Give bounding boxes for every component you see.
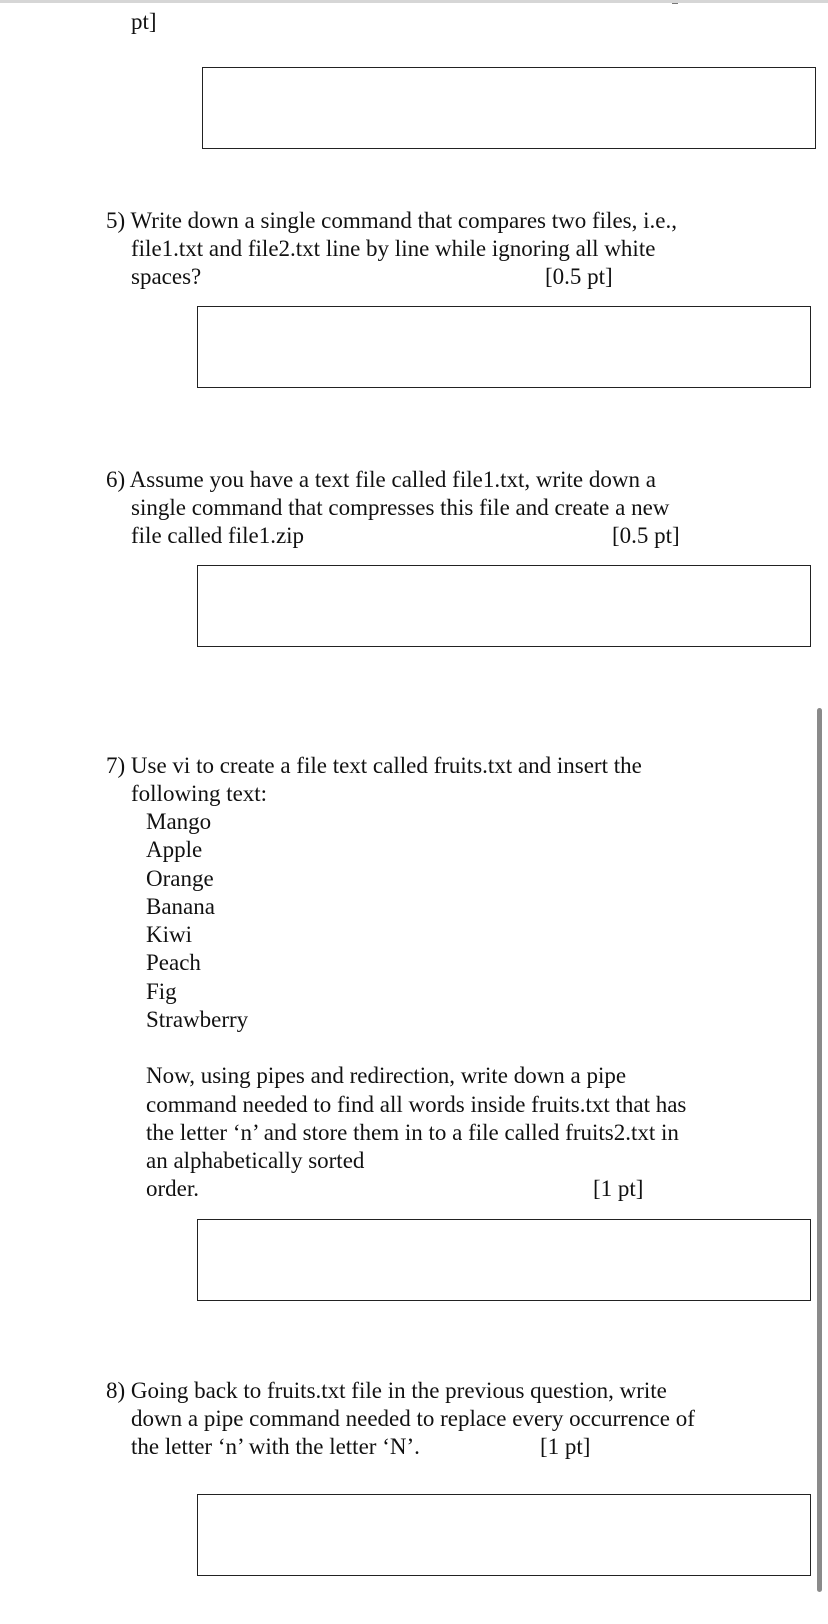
- q6-points: [0.5 pt]: [612, 523, 680, 548]
- q7-para-line-5: order.: [146, 1176, 200, 1201]
- q5-points: [0.5 pt]: [545, 264, 613, 289]
- top-tick-mark: [672, 3, 678, 4]
- q7-line-1: 7) Use vi to create a file text called fruits.txt and insert the: [106, 753, 642, 778]
- q8-line-1: 8) Going back to fruits.txt file in the previous question, write: [106, 1378, 667, 1403]
- q8-points: [1 pt]: [540, 1434, 591, 1459]
- q7-answer-box[interactable]: [197, 1219, 811, 1301]
- fruit-list-item: Peach: [146, 950, 201, 975]
- q5-answer-box[interactable]: [197, 306, 811, 388]
- q6-line-2: single command that compresses this file and create a new: [131, 495, 670, 520]
- q6-line-3: file called file1.zip: [131, 523, 305, 548]
- q7-para-line-2: command needed to find all words inside fruits.txt that has: [146, 1092, 687, 1117]
- q8-answer-box[interactable]: [197, 1494, 811, 1576]
- q7-points: [1 pt]: [593, 1176, 644, 1201]
- q7-para-line-1: Now, using pipes and redirection, write down a pipe: [146, 1063, 627, 1088]
- q7-line-2: following text:: [131, 781, 268, 806]
- q7-para-line-4: an alphabetically sorted: [146, 1148, 365, 1173]
- fruit-list-item: Strawberry: [146, 1007, 249, 1032]
- fruit-list-item: Apple: [146, 837, 203, 862]
- q8-line-3: the letter ‘n’ with the letter ‘N’.: [131, 1434, 420, 1459]
- q5-line-2: file1.txt and file2.txt line by line while ignoring all white: [131, 236, 656, 261]
- q4-answer-box[interactable]: [202, 67, 816, 149]
- q6-line-1: 6) Assume you have a text file called file1.txt, write down a: [106, 467, 656, 492]
- fruit-list-item: Orange: [146, 866, 214, 891]
- fruit-list-item: Banana: [146, 894, 215, 919]
- q6-answer-box[interactable]: [197, 565, 811, 647]
- vertical-scrollbar[interactable]: [817, 708, 822, 1592]
- q7-para-line-3: the letter ‘n’ and store them in to a file called fruits2.txt in: [146, 1120, 679, 1145]
- q5-line-1: 5) Write down a single command that compares two files, i.e.,: [106, 208, 677, 233]
- top-divider: [0, 0, 828, 3]
- q5-line-3: spaces?: [131, 264, 202, 289]
- fruit-list-item: Fig: [146, 979, 177, 1004]
- q4-points-tail: pt]: [131, 9, 157, 34]
- fruit-list-item: Mango: [146, 809, 212, 834]
- fruit-list-item: Kiwi: [146, 922, 192, 947]
- q8-line-2: down a pipe command needed to replace every occurrence of: [131, 1406, 695, 1431]
